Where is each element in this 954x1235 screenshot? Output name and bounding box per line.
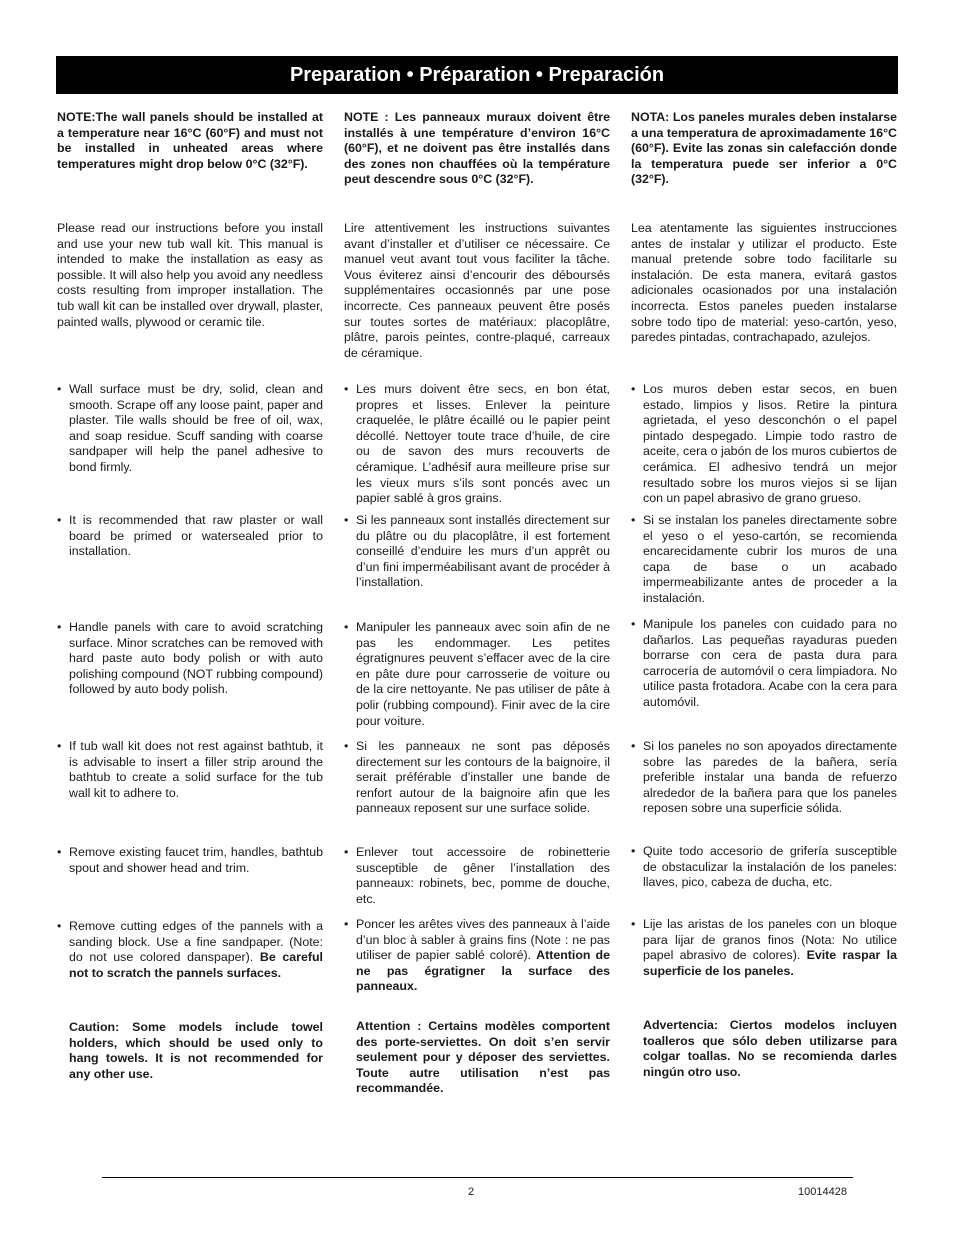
intro-french: Lire attentivement les instructions suivantes avant d’installer et d’utiliser ce nécessaire. Ce manuel veut avant tout vous faciliter la tâche. Vous éviterez ainsi d’encourir des déboursés supplémentaires occasionnés par une pose incorrecte. Ces panneaux peuvent être posés sur toutes sortes de matériaux: placoplâtre, plâtre, parois peintes, contre-plaqué, carreaux de céramique. bbox=[344, 221, 610, 360]
bullet-french-1: • Les murs doivent être secs, en bon état, propres et lisses. Enlever la peinture craquelée, le plâtre écaillé ou le papier peint décollé. Nettoyer toute trace d’huile, de cire ou de savon des murs recouverts de céramique. L’adhésif aura meilleure prise sur les vieux murs s’ils sont poncés avec un papier sablé à gros grains. bbox=[344, 382, 610, 507]
bullet-french-2: • Si les panneaux sont installés directement sur du plâtre ou du placoplâtre, il est fortement conseillé d’enduire les murs d’un apprêt ou d’un fini imperméabilisant avant de procéder à l’installation. bbox=[344, 513, 610, 591]
section-header bbox=[56, 56, 898, 94]
bullet-english-4: • If tub wall kit does not rest against bathtub, it is advisable to insert a filler strip around the bathtub to create a solid surface for the tub wall kit to adhere to. bbox=[57, 739, 323, 801]
bullet-french-6-warning: Attention de ne pas égratigner la surface des panneaux. bbox=[356, 948, 610, 994]
bullet-french-6 bbox=[344, 917, 610, 995]
intro-spanish: Lea atentamente las siguientes instrucciones antes de instalar y utilizar el producto. Este manual pretende sobre todo facilitarle su instalación. De esta manera, evitará gastos adicionales ocasionados por una instalación incorrecta. Estos paneles pueden instalarse sobre todo tipo de material: yeso-cartón, yeso, paredes pintadas, contrachapado, azulejos. bbox=[631, 221, 897, 345]
bullet-spanish-1: • Los muros deben estar secos, en buen estado, limpios y lisos. Retire la pintura agrietada, el yeso desconchón o el papel pintado despegado. Limpie todo rastro de aceite, cera o jabón de los muros cubiertos de cerámica. El adhesivo tendrá un mejor resultado sobre los muros viejos si se lijan con un papel abrasivo de grano grueso. bbox=[631, 382, 897, 507]
bullet-spanish-2: • Si se instalan los paneles directamente sobre el yeso o el yeso-cartón, se recomienda encarecidamente cubrir los muros de una capa de base o un acabado impermeabilizante antes de proceder a la instalación. bbox=[631, 513, 897, 607]
bullet-spanish-5: • Quite todo accesorio de grifería susceptible de obstaculizar la instalación de los paneles: llaves, pico, cabeza de ducha, etc. bbox=[631, 844, 897, 891]
caution-english: Caution: Some models include towel holders, which should be used only to hang towels. It is not recommended for any other use. bbox=[69, 1020, 323, 1081]
bullet-english-6 bbox=[57, 919, 323, 981]
bullet-french-5: • Enlever tout accessoire de robinetterie susceptible de gêner l’installation des panneaux: robinets, bec, pomme de douche, etc. bbox=[344, 845, 610, 907]
bullet-spanish-6-text: Lije las aristas de los paneles con un bloque para lijar de granos finos (Nota: No utilice papel abrasivo de colores). bbox=[643, 917, 897, 963]
bullet-french-3: • Manipuler les panneaux avec soin afin de ne pas les endommager. Les petites égratignures peuvent s’effacer avec de la cire en pâte dure pour carrosserie de voiture ou de la cire nettoyante. Ne pas utiliser de pâte à polir (rubbing compound). Finir avec de la cire pour voiture. bbox=[344, 620, 610, 729]
document-number: 10014428 bbox=[798, 1186, 847, 1198]
caution-french: Attention : Certains modèles comportent des porte-serviettes. On doit s’en servir seulement pour y déposer des serviettes. Toute autre utilisation n’est pas recommandée. bbox=[356, 1019, 610, 1096]
note-spanish: NOTA: Los paneles murales deben instalarse a una temperatura de aproximadamente 16°C (60°F). Evite las zonas sin calefacción donde la temperatura puede ser inferior a 0°C (32°F). bbox=[631, 110, 897, 187]
bullet-english-6-warning: Be careful not to scratch the pannels surfaces. bbox=[69, 950, 323, 980]
note-english: NOTE:The wall panels should be installed at a temperature near 16°C (60°F) and must not be installed in unheated areas where temperatures might drop below 0°C (32°F). bbox=[57, 110, 323, 171]
bullet-spanish-3: • Manipule los paneles con cuidado para no dañarlos. Las pequeñas rayaduras pueden borrarse con cera de pasta dura para carrocería de automóvil o cera limpiadora. No utilice pasta frotadora. Acabe con la cera para automóvil. bbox=[631, 617, 897, 711]
bullet-english-2: • It is recommended that raw plaster or wall board be primed or watersealed prior to installation. bbox=[57, 513, 323, 560]
bullet-english-3: • Handle panels with care to avoid scratching surface. Minor scratches can be removed with hard paste auto body polish or with auto polishing compound (NOT rubbing compound) followed by auto body polish. bbox=[57, 620, 323, 698]
section-title: Preparation • Préparation • Preparación bbox=[289, 64, 665, 86]
page-number: 2 bbox=[468, 1186, 475, 1198]
bullet-english-5: • Remove existing faucet trim, handles, bathtub spout and shower head and trim. bbox=[57, 845, 323, 876]
intro-english: Please read our instructions before you install and use your new tub wall kit. This manual is intended to make the installation as easy as possible. It will also help you avoid any needless costs resulting from improper installation. The tub wall kit can be installed over drywall, plaster, painted walls, plywood or ceramic tile. bbox=[57, 221, 323, 329]
bullet-spanish-4: • Si los paneles no son apoyados directamente sobre las paredes de la bañera, sería preferible instalar una banda de refuerzo alrededor de la bañera para que los paneles reposen sobre una superficie sólida. bbox=[631, 739, 897, 817]
bullet-english-6-text: Remove cutting edges of the pannels with a sanding block. Use a fine sandpaper. (Note: do not use colored danspaper). bbox=[69, 919, 323, 965]
footer-divider bbox=[102, 1177, 853, 1178]
bullet-french-4: • Si les panneaux ne sont pas déposés directement sur les contours de la baignoire, il serait préférable d’installer une bande de renfort autour de la baignoire afin que les panneaux reposent sur une surface solide. bbox=[344, 739, 610, 817]
bullet-english-1: • Wall surface must be dry, solid, clean and smooth. Scrape off any loose paint, paper and plaster. Tile walls should be free of oil, wax, and soap residue. Scuff sanding with coarse sandpaper will help the panel adhesive to bond firmly. bbox=[57, 382, 323, 476]
bullet-spanish-6 bbox=[631, 917, 897, 979]
bullet-spanish-6-warning: Evite raspar la superficie de los paneles. bbox=[643, 948, 897, 978]
note-french: NOTE : Les panneaux muraux doivent être installés à une température d’environ 16°C (60°F), et ne doivent pas être installés dans des zones non chauffées où la température peut descendre sous 0°C (32°F). bbox=[344, 110, 610, 187]
caution-spanish: Advertencia: Ciertos modelos incluyen toalleros que sólo deben utilizarse para colgar toallas. No se recomienda darles ningún otro uso. bbox=[643, 1018, 897, 1079]
bullet-french-6-text: Poncer les arêtes vives des panneaux à l’aide d’un bloc à sabler à grains fins (Note : ne pas utiliser de papier sablé coloré). bbox=[356, 917, 610, 963]
